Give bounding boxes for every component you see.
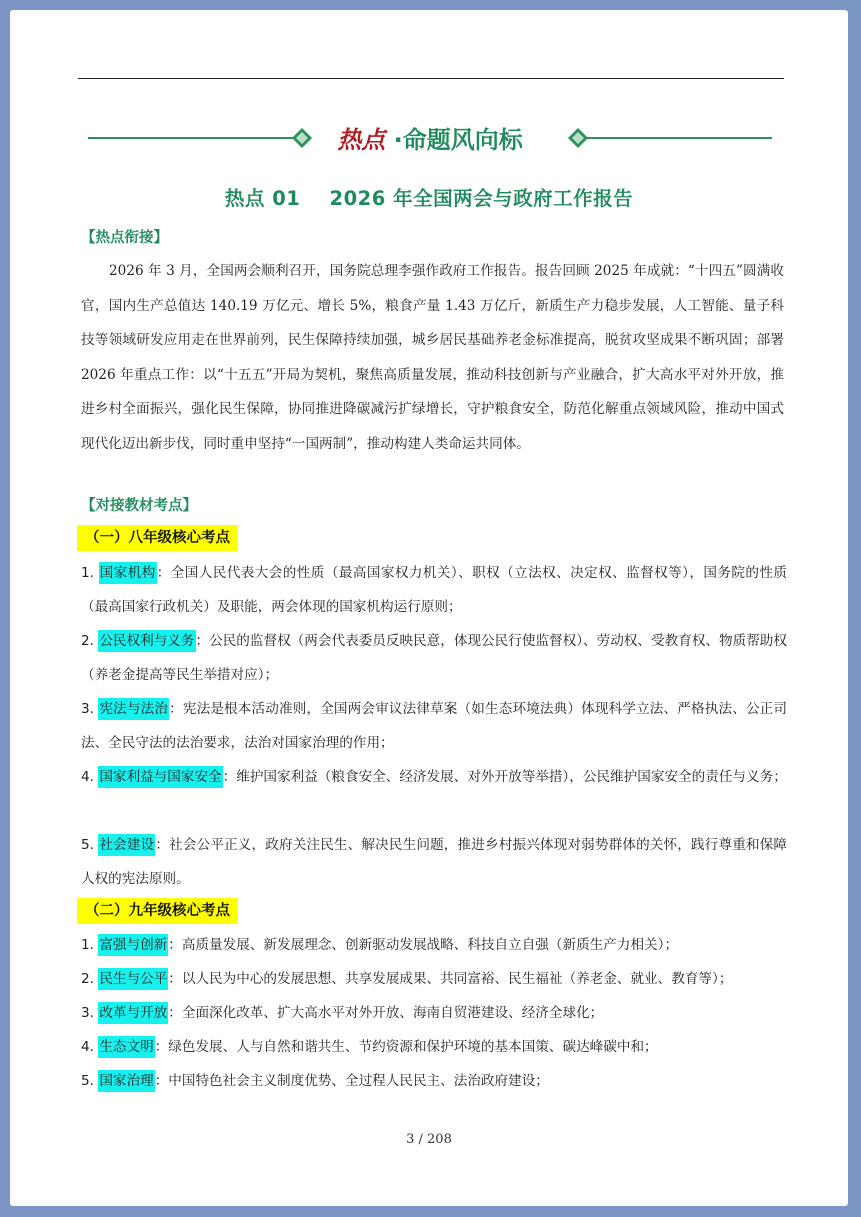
banner-hot-word: 热点 [337, 125, 386, 154]
item-text: ：社会公平正义，政府关注民生、解决民生问题，推进乡村振兴体现对弱势群体的关怀，践行尊重和保障人权的宪法原则。 [81, 837, 787, 887]
item-tag: 改革与开放 [98, 1002, 168, 1024]
grade8-item [81, 760, 787, 794]
banner-rest-word: 命题风向标 [402, 126, 523, 154]
item-number: 2. [81, 971, 94, 987]
item-text: ：公民的监督权（两会代表委员反映民意，体现公民行使监督权）、劳动权、受教育权、物质帮助权（养老金提高等民生举措对应）； [81, 633, 787, 683]
grade9-item [81, 1030, 787, 1064]
item-text: ：全面深化改革、扩大高水平对外开放、海南自贸港建设、经济全球化； [168, 1005, 604, 1021]
banner-line-right [587, 137, 772, 139]
grade8-item [81, 828, 787, 896]
grade8-item [81, 556, 787, 624]
item-number: 5. [81, 1073, 94, 1089]
grade9-item [81, 1064, 787, 1098]
page-number: 3 / 208 [406, 1132, 452, 1147]
grade9-item [81, 962, 787, 996]
section-banner [80, 118, 780, 158]
item-tag: 国家机构 [99, 562, 157, 584]
item-tag: 国家利益与国家安全 [98, 766, 222, 788]
hot-topic-title: 热点 01 2026 年全国两会与政府工作报告 [224, 187, 634, 210]
banner-dot: · [393, 126, 403, 154]
item-number: 4. [81, 1039, 94, 1055]
grade9-item [81, 996, 787, 1030]
item-number: 3. [81, 1005, 94, 1021]
section-label-background: 【热点衔接】 [81, 230, 168, 246]
intro-paragraph: 2026 年 3 月，全国两会顺利召开，国务院总理李强作政府工作报告。报告回顾 2025 年成就：“十四五”圆满收官，国内生产总值达 140.19 万亿元、增长 5%，粮食产量 1.43 万亿斤，新质生产力稳步发展，人工智能、量子科技等领域研发应用走在世界前列，民生保障持续加强，城乡居民基础养老金标准提高，脱贫攻坚成果不断巩固；部署 2026 年重点工作：以“十五五”开局为契机，聚焦高质量发展，推动科技创新与产业融合，扩大高水平对外开放，推进乡村全面振兴，强化民生保障，协同推进降碳减污扩绿增长，守护粮食安全，防范化解重点领域风险，推动中国式现代化迈出新步伐，同时重申坚持“一国两制”，推动构建人类命运共同体。 [81, 263, 784, 452]
item-text: ：维护国家利益（粮食安全、经济发展、对外开放等举措），公民维护国家安全的责任与义务； [222, 769, 787, 785]
item-tag: 民生与公平 [98, 968, 168, 990]
item-text: ：绿色发展、人与自然和谐共生、节约资源和保护环境的基本国策、碳达峰碳中和； [154, 1039, 658, 1055]
item-tag: 国家治理 [98, 1070, 154, 1092]
item-text: ：宪法是根本活动准则，全国两会审议法律草案（如生态环境法典）体现科学立法、严格执法、公正司法、全民守法的法治要求，法治对国家治理的作用； [81, 701, 788, 751]
item-number: 2. [81, 633, 94, 649]
grade8-item [81, 692, 787, 760]
item-text: ：高质量发展、新发展理念、创新驱动发展战略、科技自立自强（新质生产力相关）； [168, 937, 679, 953]
grade9-heading: （二）九年级核心考点 [77, 898, 238, 924]
item-tag: 宪法与法治 [98, 698, 169, 720]
header-rule [78, 78, 784, 79]
section-label-textbook: 【对接教材考点】 [81, 498, 197, 514]
diamond-ornament-icon [568, 128, 588, 148]
grade8-heading: （一）八年级核心考点 [77, 525, 238, 551]
item-tag: 生态文明 [98, 1036, 154, 1058]
item-text: ：中国特色社会主义制度优势、全过程人民民主、法治政府建设； [154, 1073, 549, 1089]
item-number: 3. [81, 701, 94, 717]
item-text: ：全国人民代表大会的性质（最高国家权力机关）、职权（立法权、决定权、监督权等），国务院的性质（最高国家行政机关）及职能，两会体现的国家机构运行原则； [81, 565, 787, 615]
document-page [10, 10, 848, 1206]
grade9-item [81, 928, 787, 962]
item-number: 5. [81, 837, 94, 853]
item-number: 1. [81, 565, 94, 581]
grade8-item [81, 624, 787, 692]
item-tag: 公民权利与义务 [98, 630, 195, 652]
item-text: ：以人民为中心的发展思想、共享发展成果、共同富裕、民生福祉（养老金、就业、教育等）； [168, 971, 733, 987]
item-tag: 社会建设 [98, 834, 155, 856]
item-number: 1. [81, 937, 94, 953]
item-number: 4. [81, 769, 94, 785]
item-tag: 富强与创新 [98, 934, 168, 956]
